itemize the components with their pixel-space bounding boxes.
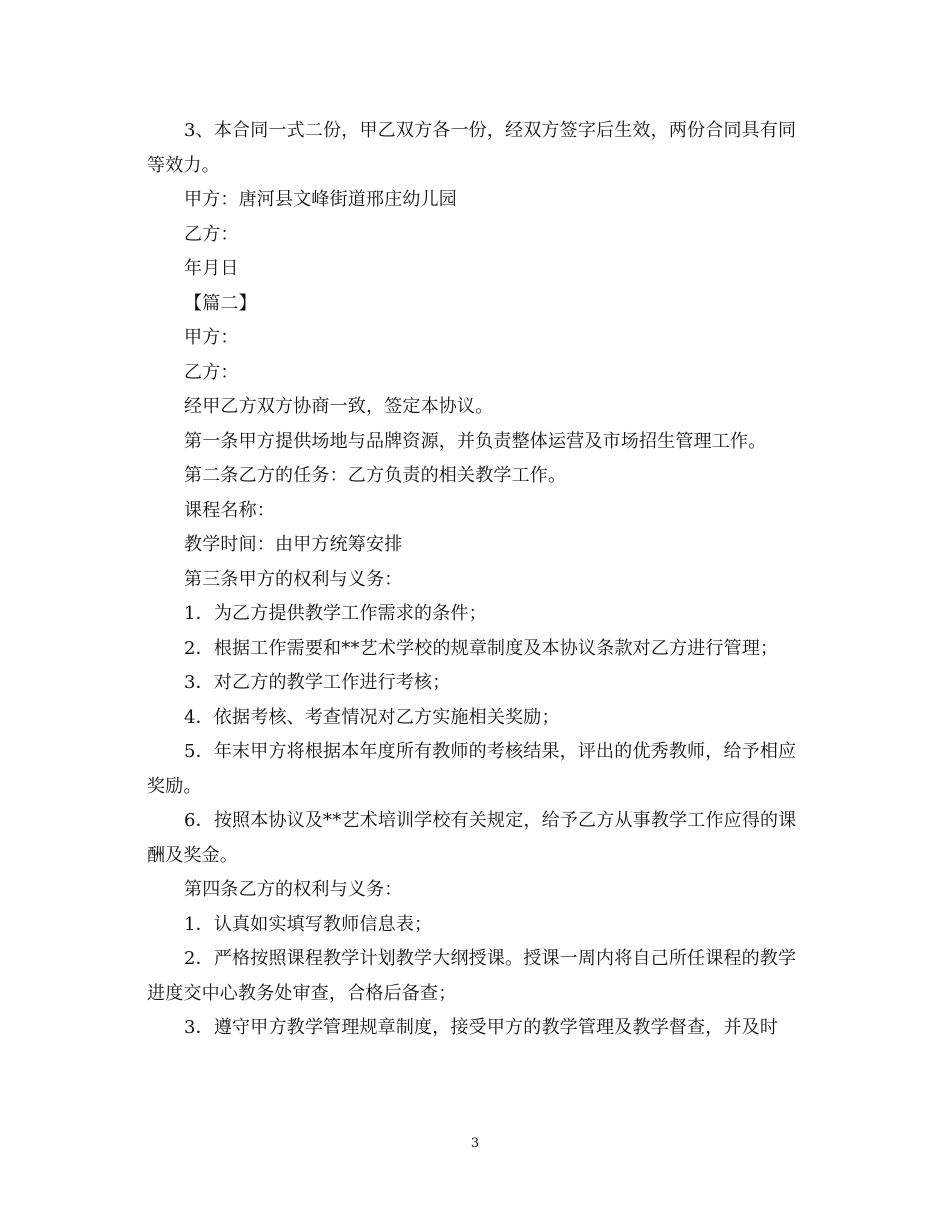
teaching-time: 教学时间：由甲方统筹安排	[184, 534, 403, 555]
paragraph-party-b-2: 乙方：	[184, 361, 239, 383]
list-item: 3．对乙方的教学工作进行考核；	[184, 672, 451, 693]
section-heading-part-two: 【篇二】	[184, 292, 257, 314]
paragraph-contract-copies: 3、本合同一式二份，甲乙双方各一份，经双方签字后生效，两份合同具有同等效力。	[147, 120, 797, 176]
article-one: 第一条甲方提供场地与品牌资源，并负责整体运营及市场招生管理工作。	[184, 430, 767, 452]
paragraph-agreement-intro: 经甲乙方双方协商一致，签定本协议。	[184, 396, 494, 417]
list-item: 2．严格按照课程教学计划教学大纲授课。授课一周内将自己所任课程的教学进度交中心教务处审查，合格后备查；	[147, 948, 797, 1004]
page-number: 3	[470, 1136, 480, 1151]
paragraph-party-a: 甲方：	[184, 327, 239, 348]
list-item: 2．根据工作需要和**艺术学校的规章制度及本协议条款对乙方进行管理；	[184, 637, 779, 659]
list-item: 4．依据考核、考查情况对乙方实施相关奖励；	[184, 706, 560, 728]
course-name: 课程名称：	[184, 499, 275, 521]
list-item: 1．为乙方提供教学工作需求的条件；	[184, 603, 487, 624]
paragraph-party-a-kindergarten: 甲方：唐河县文峰街道邢庄幼儿园	[184, 189, 457, 210]
list-item: 1．认真如实填写教师信息表；	[184, 913, 433, 935]
list-item: 5．年末甲方将根据本年度所有教师的考核结果，评出的优秀教师，给予相应奖励。	[147, 741, 797, 797]
document-body	[147, 114, 797, 1046]
paragraph-party-b: 乙方：	[184, 223, 239, 245]
article-three: 第三条甲方的权利与义务：	[184, 568, 403, 590]
paragraph-date: 年月日	[184, 258, 239, 279]
article-two: 第二条乙方的任务：乙方负责的相关教学工作。	[184, 465, 567, 486]
list-item: 6．按照本协议及**艺术培训学校有关规定，给予乙方从事教学工作应得的课酬及奖金。	[147, 810, 797, 866]
article-four: 第四条乙方的权利与义务：	[184, 879, 403, 900]
list-item: 3．遵守甲方教学管理规章制度，接受甲方的教学管理及教学督查，并及时	[184, 1017, 779, 1038]
